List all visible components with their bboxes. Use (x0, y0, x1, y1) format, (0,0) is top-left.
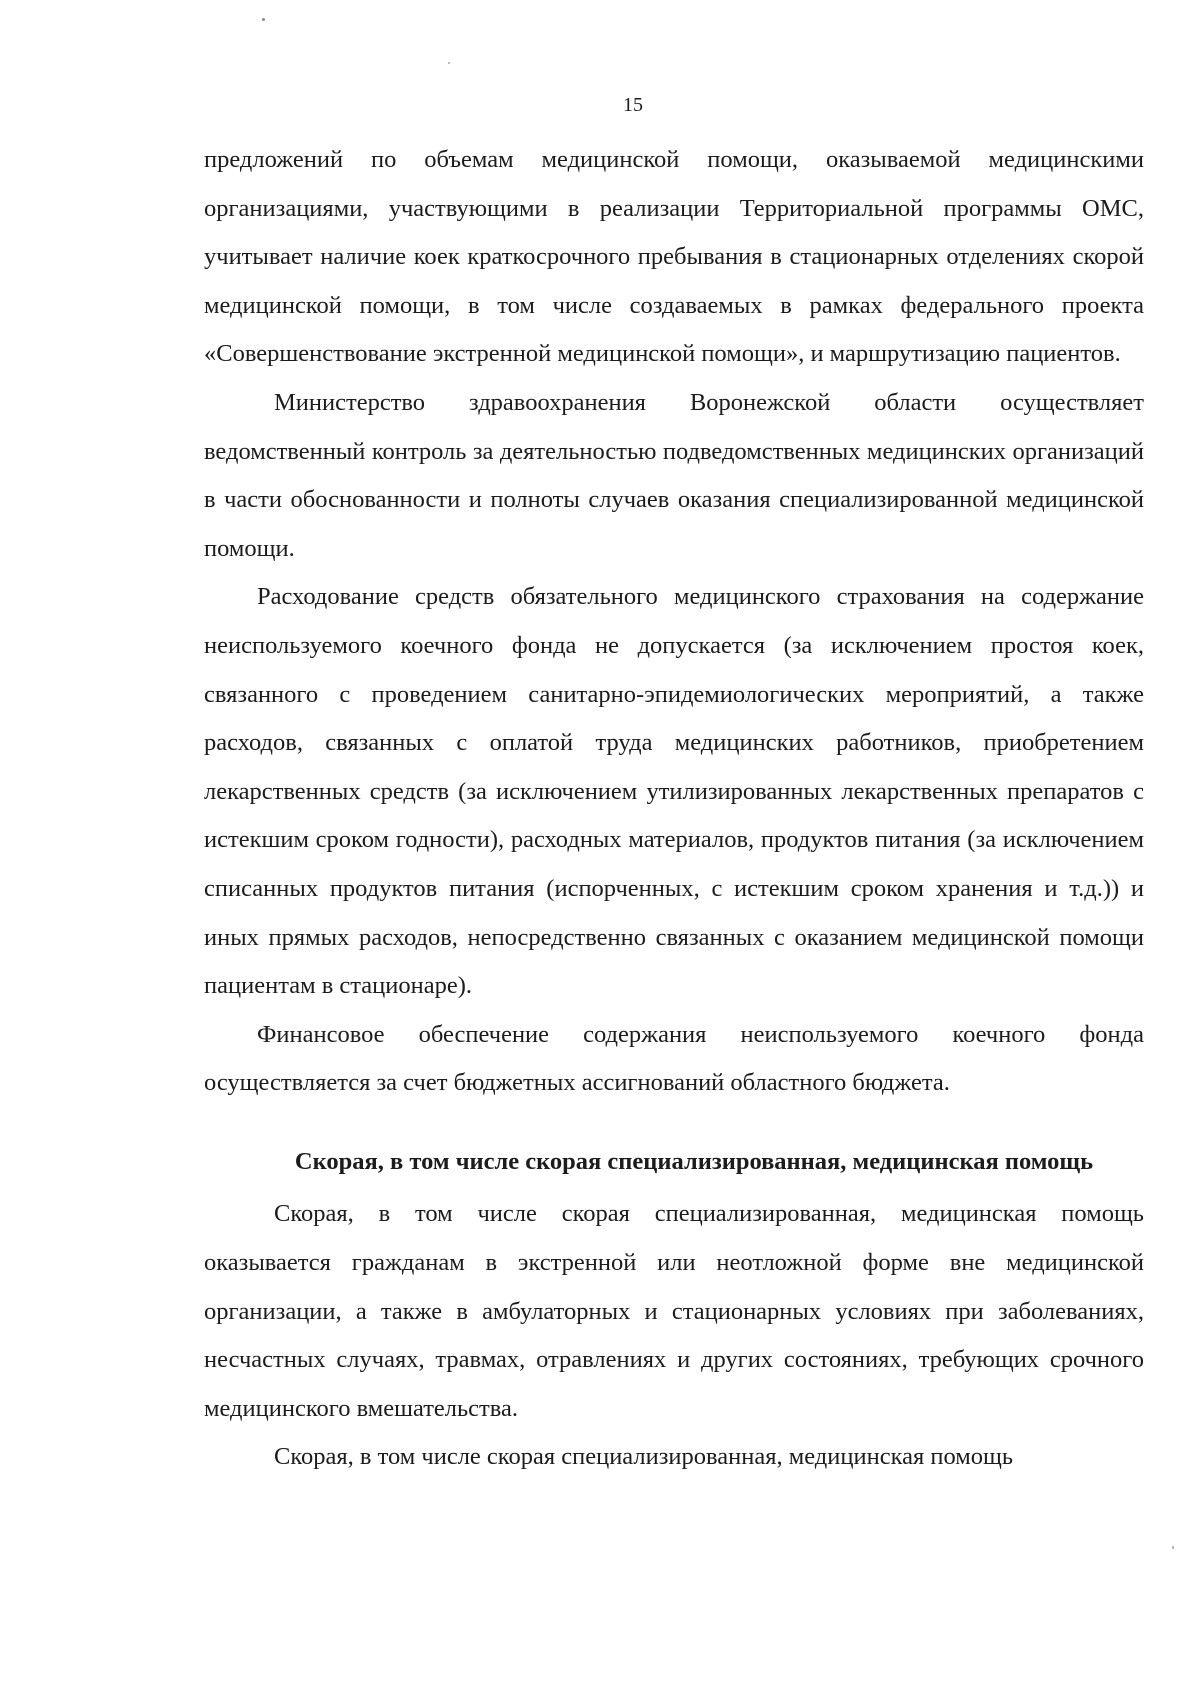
paragraph-continuation: предложений по объемам медицинской помощи, оказываемой медицинскими организациями, участвующими в реализации Территориальной программы ОМС, учитывает наличие коек краткосрочного пребывания в стационарных отделениях скорой медицинской помощи, в том числе создаваемых в рамках федерального проекта «Совершенствование экстренной медицинской помощи», и маршрутизацию пациентов. (204, 146, 1144, 368)
document-body (204, 136, 1144, 1482)
paragraph-financing: Финансовое обеспечение содержания неиспользуемого коечного фонда осуществляется за счет бюджетных ассигнований областного бюджета. (204, 1020, 1144, 1097)
paragraph-oms-spending: Расходование средств обязательного медицинского страхования на содержание неиспользуемого коечного фонда не допускается (за исключением простоя коек, связанного с проведением санитарно-эпидемиологических мероприятий, а также расходов, связанных с оплатой труда медицинских работников, приобретением лекарственных средств (за исключением утилизированных лекарственных препаратов с истекшим сроком годности), расходных материалов, продуктов питания (за исключением списанных продуктов питания (испорченных, с истекшим сроком хранения и т.д.)) и иных прямых расходов, непосредственно связанных с оказанием медицинской помощи пациентам в стационаре). (204, 583, 1144, 1000)
scan-speck (262, 18, 265, 21)
paragraph-emergency-care: Скорая, в том числе скорая специализированная, медицинская помощь оказывается гражданам в экстренной или неотложной форме вне медицинской организации, а также в амбулаторных и стационарных условиях при заболеваниях, несчастных случаях, травмах, отравлениях и других состояниях, требующих срочного медицинского вмешательства. (204, 1200, 1144, 1422)
page-number: 15 (623, 94, 643, 116)
scan-speck (448, 62, 450, 64)
section-heading: Скорая, в том числе скорая специализированная, медицинская помощь (294, 1147, 1094, 1175)
scan-speck (1172, 1546, 1174, 1549)
paragraph-ministry-control: Министерство здравоохранения Воронежской области осуществляет ведомственный контроль за деятельностью подведомственных медицинских организаций в части обоснованности и полноты случаев оказания специализированной медицинской помощи. (204, 388, 1144, 562)
paragraph-emergency-care-continued: Скорая, в том числе скорая специализированная, медицинская помощь (274, 1443, 1014, 1471)
